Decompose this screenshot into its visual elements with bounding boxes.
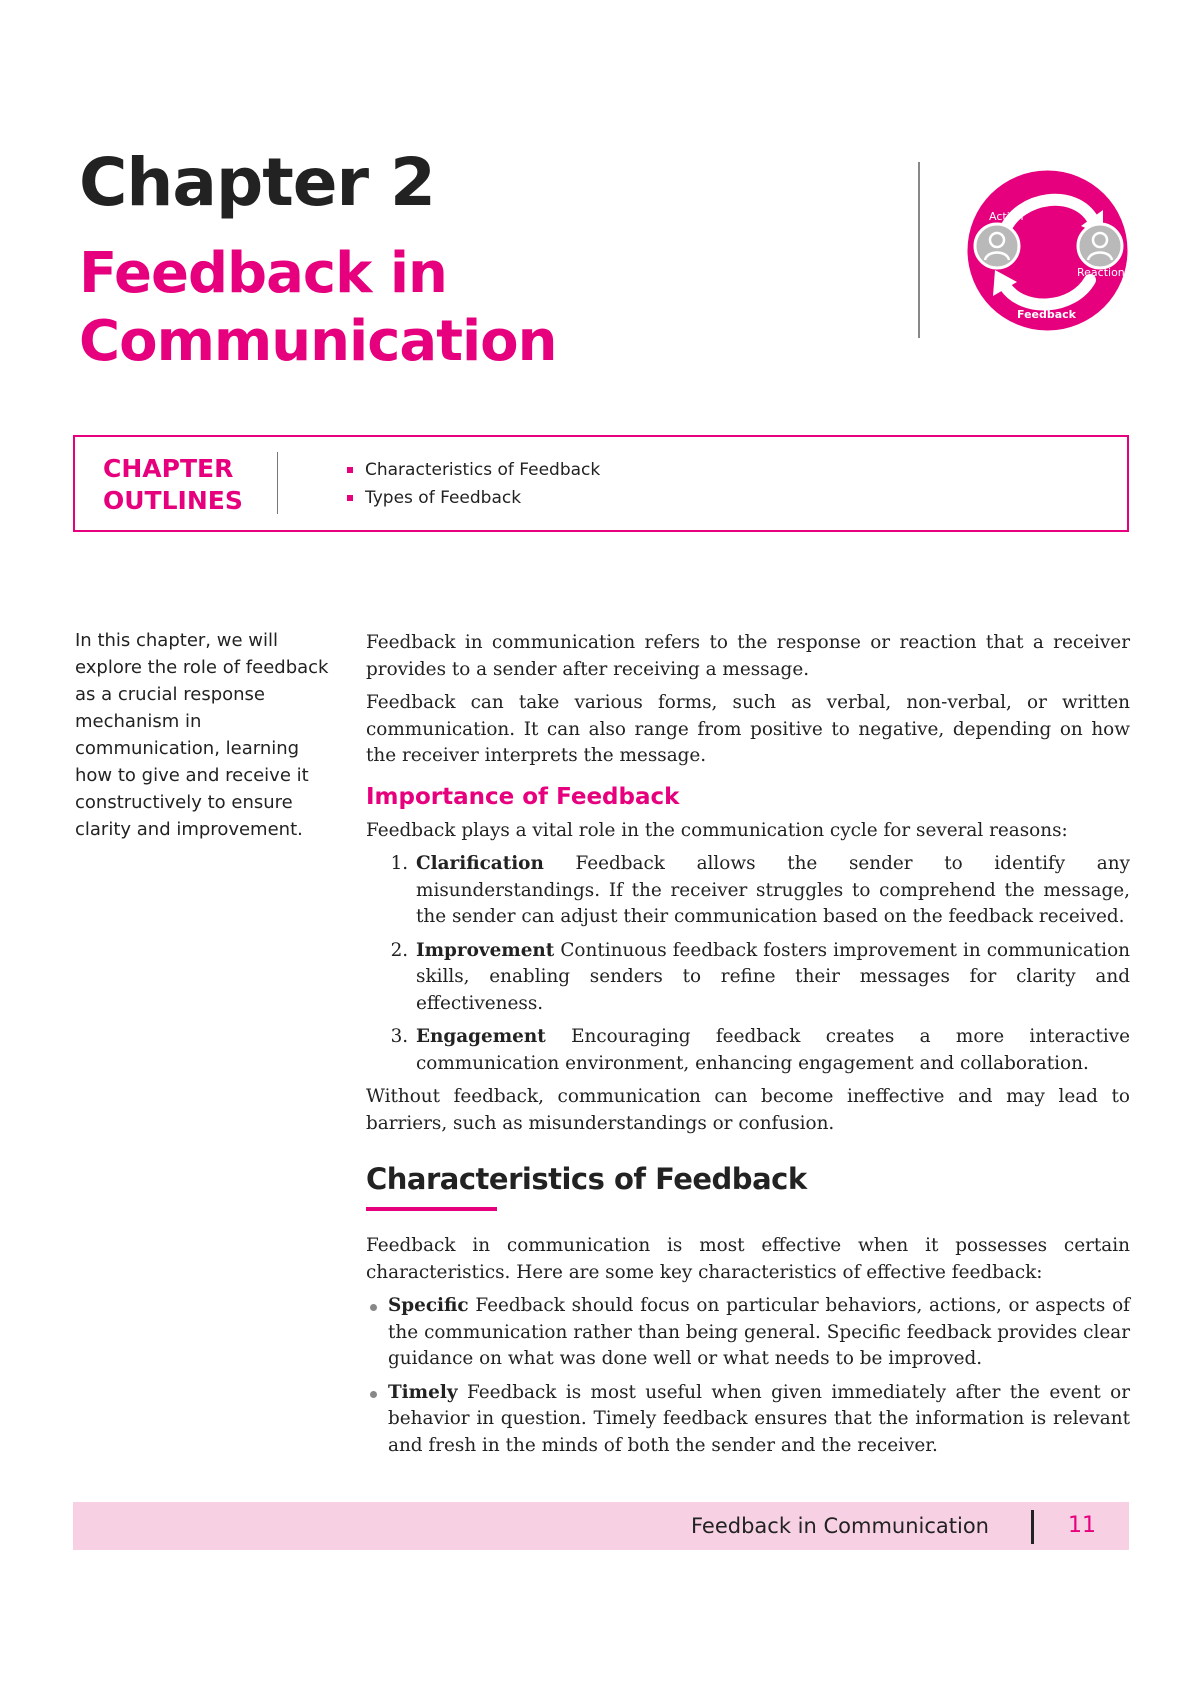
outline-item: Characteristics of Feedback [345, 456, 600, 484]
paragraph: Without feedback, communication can become ineffective and may lead to barriers, such as misunderstandings or confusion. [366, 1086, 1130, 1134]
sender-avatar-icon [975, 224, 1019, 268]
reasons-list [366, 851, 1130, 1077]
characteristics-intro: Feedback in communication is most effective when it possesses certain characteristics. Here are some key characteristics of effective feedback: [366, 1235, 1130, 1283]
list-item [414, 1024, 1130, 1077]
main-content [366, 630, 1130, 1466]
footer-bar [73, 1502, 1129, 1550]
list-item [414, 938, 1130, 1018]
chapter-title: Feedback in Communication [79, 241, 557, 374]
outline-divider [277, 452, 278, 514]
importance-intro: Feedback plays a vital role in the communication cycle for several reasons: [366, 819, 1068, 841]
list-item-term: Improvement [416, 939, 555, 961]
characteristics-heading: Characteristics of Feedback [366, 1162, 807, 1196]
characteristics-list [366, 1293, 1130, 1459]
header-divider [918, 162, 920, 338]
chapter-number: Chapter 2 [79, 144, 435, 221]
list-item-text: Encouraging feedback creates a more interactive communication environment, enhancing engagement and collaboration. [416, 1026, 1130, 1074]
paragraph: Feedback in communication refers to the response or reaction that a receiver provides to a sender after receiving a message. [366, 632, 1130, 680]
importance-heading: Importance of Feedback [366, 783, 680, 810]
list-item-text: Feedback should focus on particular behaviors, actions, or aspects of the communication rather than being general. Specific feedback provides clear guidance on what was done well or what needs to be improved. [388, 1295, 1130, 1369]
chapter-outline-box [73, 435, 1129, 532]
feedback-cycle-figure [965, 168, 1130, 333]
list-item-term: Timely [388, 1381, 458, 1403]
list-item-term: Clarification [416, 853, 544, 874]
list-item [388, 1293, 1130, 1373]
footer-divider [1031, 1510, 1034, 1544]
list-item [388, 1380, 1130, 1460]
feedback-cycle-graphic [965, 168, 1130, 333]
outline-heading-line1: CHAPTER [103, 454, 234, 483]
label-action: Action [989, 210, 1024, 223]
label-reaction: Reaction [1077, 266, 1125, 279]
list-item-term: Engagement [416, 1026, 546, 1047]
outline-heading-line2: OUTLINES [103, 486, 243, 515]
list-item-text: Feedback allows the sender to identify any misunderstandings. If the receiver struggles to comprehend the message, the sender can adjust their communication based on the feedback received. [416, 853, 1130, 927]
list-item-text: Continuous feedback fosters improvement in communication skills, enabling senders to refine their messages for clarity and effectiveness. [416, 939, 1130, 1014]
outline-item: Types of Feedback [345, 484, 600, 512]
page-number: 11 [1068, 1513, 1096, 1538]
paragraph: Feedback can take various forms, such as verbal, non-verbal, or written communication. It can also range from positive to negative, depending on how the receiver interprets the message. [366, 692, 1130, 766]
footer-title: Feedback in Communication [690, 1514, 989, 1538]
outline-heading [103, 453, 283, 517]
label-feedback: Feedback [1017, 308, 1076, 321]
list-item [414, 851, 1130, 931]
sidebar-intro: In this chapter, we will explore the role of feedback as a crucial response mechanism in communication, learning how to give and receive it constructively to ensure clarity and improvement. [75, 630, 329, 840]
list-item-term: Specific [388, 1295, 469, 1316]
heading-underline [366, 1207, 497, 1211]
outline-list [345, 456, 600, 512]
receiver-avatar-icon [1078, 224, 1122, 268]
list-item-text: Feedback is most useful when given immediately after the event or behavior in question. Timely feedback ensures that the information is relevant and fresh in the minds of both the sender and the receiver. [388, 1381, 1130, 1456]
